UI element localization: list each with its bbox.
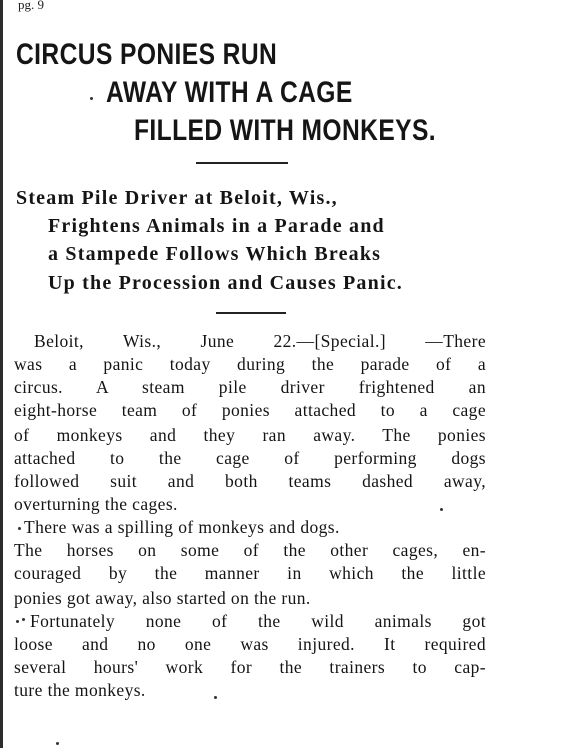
subhead-line-4: Up the Procession and Causes Panic. — [48, 272, 403, 294]
subhead-line-1: Steam Pile Driver at Beloit, Wis., — [16, 187, 338, 209]
headline-rule — [196, 162, 288, 164]
subhead-line-2: Frightens Animals in a Parade and — [48, 215, 385, 237]
page-label: pg. 9 — [18, 0, 44, 12]
body-line: ponies got away, also started on the run. — [14, 590, 311, 608]
headline-line-2: AWAY WITH A CAGE — [106, 76, 353, 109]
scan-left-border — [0, 0, 3, 748]
print-speck — [90, 97, 93, 100]
body-line: followed suit and both teams dashed away, — [14, 473, 486, 491]
print-speck — [18, 527, 21, 530]
body-line: The horses on some of the other cages, en- — [14, 542, 486, 560]
print-speck — [22, 618, 25, 621]
body-line: couraged by the manner in which the little — [14, 565, 486, 583]
print-speck — [440, 508, 443, 511]
headline-line-3: FILLED WITH MONKEYS. — [134, 114, 437, 147]
body-line: circus. A steam pile driver frightened an — [14, 379, 486, 397]
body-line: attached to the cage of performing dogs — [14, 450, 486, 468]
body-line: Fortunately none of the wild animals got — [30, 613, 486, 631]
body-line: overturning the cages. — [14, 496, 178, 514]
body-line: of monkeys and they ran away. The ponies — [14, 427, 486, 445]
print-speck — [214, 696, 217, 699]
body-line: ture the monkeys. — [14, 682, 146, 700]
body-line: There was a spilling of monkeys and dogs. — [24, 519, 340, 537]
print-speck — [56, 742, 59, 745]
body-line: loose and no one was injured. It required — [14, 636, 486, 654]
print-speck — [16, 620, 19, 623]
body-line: was a panic today during the parade of a — [14, 356, 486, 374]
body-line: eight-horse team of ponies attached to a cage — [14, 402, 486, 420]
subhead-line-3: a Stampede Follows Which Breaks — [48, 243, 382, 265]
body-line: several hours' work for the trainers to cap- — [14, 659, 486, 677]
subhead-rule — [216, 312, 286, 314]
body-line: Beloit, Wis., June 22.—[Special.] —There — [34, 333, 486, 351]
headline-line-1: CIRCUS PONIES RUN — [16, 38, 278, 71]
